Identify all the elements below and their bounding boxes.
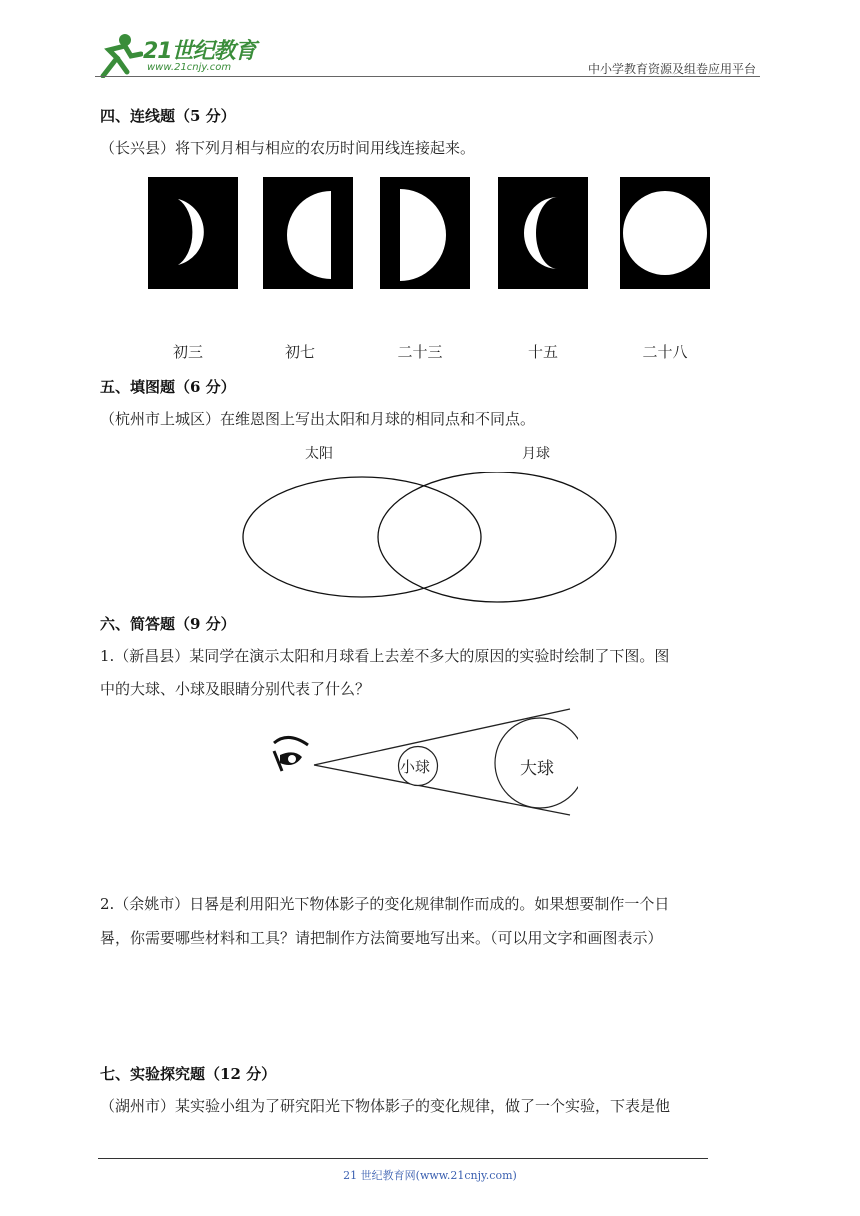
lunar-date-label: 二十八 xyxy=(642,343,688,361)
logo-text: 21世纪教育 xyxy=(143,39,256,64)
section6-q2-line2: 晷，你需要哪些材料和工具？请把制作方法简要地写出来。（可以用文字和画图表示） xyxy=(100,929,663,947)
section7-title: 七、实验探究题（12 分） xyxy=(100,1065,277,1083)
footer-link[interactable]: 21 世纪教育网(www.21cnjy.com) xyxy=(343,1169,517,1182)
venn-circle-sun xyxy=(243,477,481,597)
moon-phase-last-quarter xyxy=(380,177,470,289)
lunar-date-label: 十五 xyxy=(527,343,558,361)
moon-phase-first-quarter xyxy=(263,177,353,289)
section6-q1-line2: 中的大球、小球及眼睛分别代表了什么？ xyxy=(100,680,371,698)
lunar-date-label: 二十三 xyxy=(397,343,443,361)
site-logo xyxy=(95,32,265,80)
section5-title: 五、填图题（6 分） xyxy=(100,378,236,396)
eye-icon xyxy=(274,737,308,771)
section4-title: 四、连线题（5 分） xyxy=(100,107,236,125)
lunar-date-label: 初三 xyxy=(172,343,203,361)
moon-phase-waxing-crescent xyxy=(148,177,238,289)
moon-half-right-icon xyxy=(380,177,470,289)
big-ball-label: 大球 xyxy=(520,759,554,779)
moon-half-left-icon xyxy=(263,177,353,289)
moon-phase-full xyxy=(620,177,710,289)
venn-label-sun: 太阳 xyxy=(305,446,333,462)
section7-line1: （湖州市）某实验小组为了研究阳光下物体影子的变化规律，做了一个实验，下表是他 xyxy=(100,1097,671,1115)
venn-diagram xyxy=(238,472,622,604)
runner-logo-icon xyxy=(95,32,143,78)
footer-divider xyxy=(98,1158,708,1159)
header-divider xyxy=(95,76,760,77)
platform-name: 中小学教育资源及组卷应用平台 xyxy=(587,62,756,76)
lunar-date-label: 初七 xyxy=(284,343,315,361)
moon-phase-waning-crescent xyxy=(498,177,588,289)
moon-full-icon xyxy=(620,177,710,289)
section4-question: （长兴县）将下列月相与相应的农历时间用线连接起来。 xyxy=(100,139,476,157)
section6-q2-line1: 2.（余姚市）日晷是利用阳光下物体影子的变化规律制作而成的。如果想要制作一个日 xyxy=(100,895,670,913)
venn-circle-moon xyxy=(378,472,616,602)
section6-q1-line1: 1.（新昌县）某同学在演示太阳和月球看上去差不多大的原因的实验时绘制了下图。图 xyxy=(100,647,670,665)
small-ball-label: 小球 xyxy=(400,758,431,776)
section5-question: （杭州市上城区）在维恩图上写出太阳和月球的相同点和不同点。 xyxy=(100,410,536,428)
venn-label-moon: 月球 xyxy=(522,446,550,462)
section6-title: 六、简答题（9 分） xyxy=(100,615,236,633)
moon-crescent-right-icon xyxy=(148,177,238,289)
logo-url: www.21cnjy.com xyxy=(147,62,232,73)
moon-crescent-left-icon xyxy=(498,177,588,289)
